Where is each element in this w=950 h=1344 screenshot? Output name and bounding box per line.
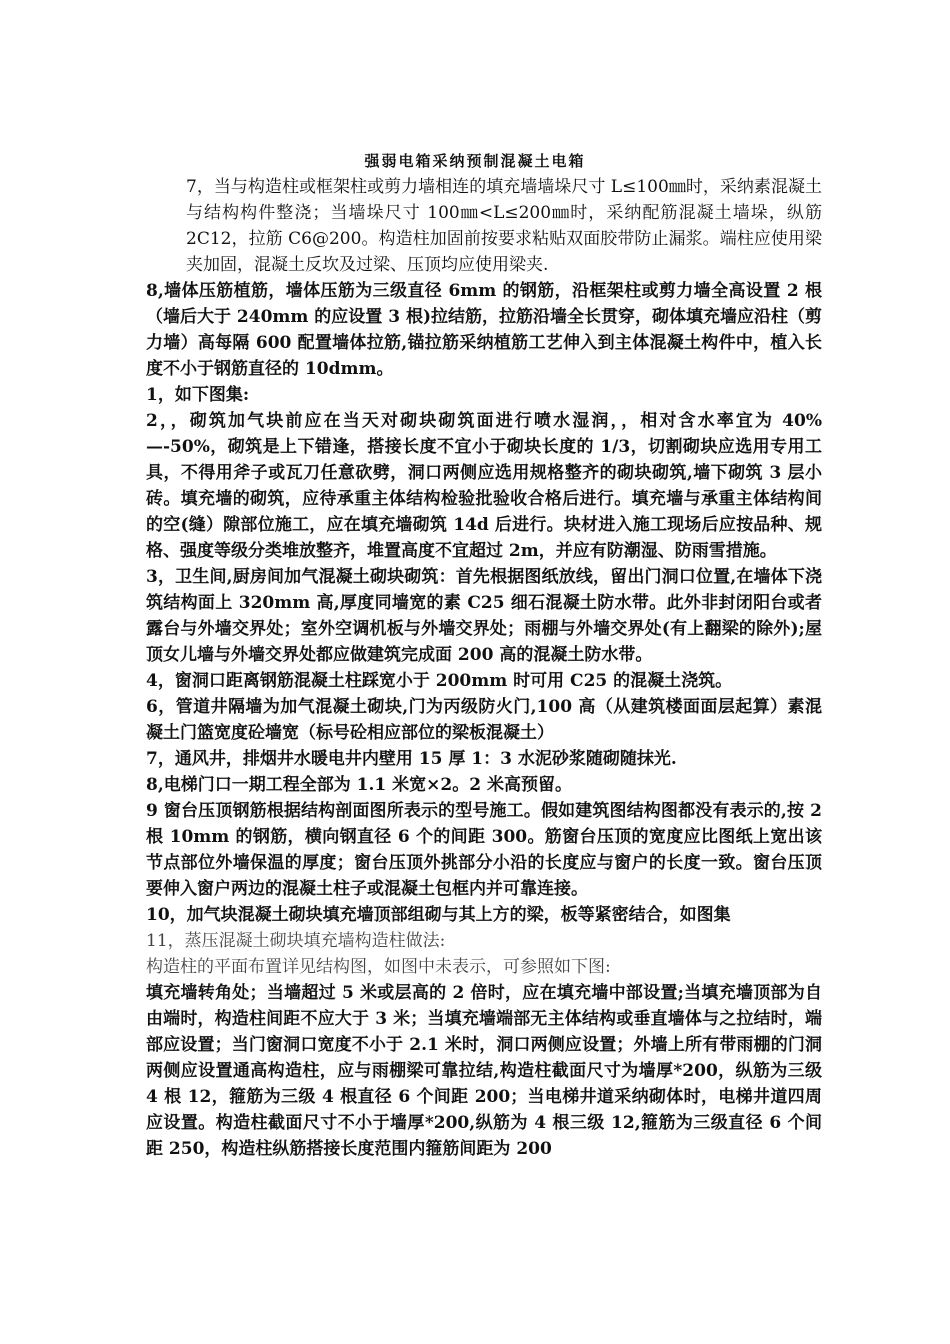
paragraph-11-constructional-column: 11，蒸压混凝土砌块填充墙构造柱做法: [146, 931, 446, 951]
paragraph-8-elevator-door: 8,电梯门口一期工程全部为 1.1 米宽×2。2 米高预留。 [146, 775, 572, 795]
paragraph-10-wall-top: 10，加气块混凝土砌块填充墙顶部组砌与其上方的梁，板等紧密结合，如图集 [146, 905, 731, 925]
document-title: 强弱电箱采纳预制混凝土电箱 [364, 152, 586, 170]
paragraph-1-atlas: 1，如下图集: [146, 385, 250, 405]
paragraph-7-wall-pier: 7，当与构造柱或框架柱或剪力墙相连的填充墙墙垛尺寸 L≤100㎜时，采纳素混凝土与结构构件整浇；当墙垛尺寸 100㎜<L≤200㎜时，采纳配筋混凝土墙垛，纵筋 2C12，拉筋 C6@200。构造柱加固前按要求粘贴双面胶带防止漏浆。端柱应使用梁夹加固，混凝土反坎及过梁、压顶均应使用梁夹. [186, 177, 822, 275]
paragraph-column-requirements: 填充墙转角处；当墙超过 5 米或层高的 2 倍时，应在填充墙中部设置;当填充墙顶部为自由端时，构造柱间距不应大于 3 米；当填充墙端部无主体结构或垂直墙体与之拉结时，端部应设置；当门窗洞口宽度不小于 2.1 米时，洞口两侧应设置；外墙上所有带雨棚的门洞两侧应设置通高构造柱，应与雨棚梁可靠拉结,构造柱截面尺寸为墙厚*200，纵筋为三级 4 根 12，箍筋为三级 4 根直径 6 个间距 200；当电梯井道采纳砌体时，电梯井道四周应设置。构造柱截面尺寸不小于墙厚*200,纵筋为 4 根三级 12,箍筋为三级直径 6 个间距 250，构造柱纵筋搭接长度范围内箍筋间距为 200 [146, 983, 822, 1159]
paragraph-9-window-sill: 9 窗台压顶钢筋根据结构剖面图所表示的型号施工。假如建筑图结构图都没有表示的,按 2 根 10mm 的钢筋，横向钢直径 6 个的间距 300。筋窗台压顶的宽度应比图纸上宽出该节点部位外墙保温的厚度；窗台压顶外挑部分小沿的长度应与窗户的长度一致。窗台压顶要伸入窗户两边的混凝土柱子或混凝土包框内并可靠连接。 [146, 801, 822, 899]
paragraph-7-ventilation-shaft: 7，通风井，排烟井水暖电井内壁用 15 厚 1：3 水泥砂浆随砌随抹光. [146, 749, 677, 769]
document-body [146, 174, 822, 1162]
paragraph-4-window-opening: 4，窗洞口距离钢筋混凝土柱踩宽小于 200mm 时可用 C25 的混凝土浇筑。 [146, 671, 733, 691]
paragraph-column-layout: 构造柱的平面布置详见结构图，如图中未表示，可参照如下图: [146, 957, 611, 977]
paragraph-6-pipe-shaft: 6，管道井隔墙为加气混凝土砌块,门为丙级防火门,100 高（从建筑楼面面层起算）素混凝土门篮宽度砼墙宽（标号砼相应部位的梁板混凝土） [146, 697, 822, 743]
paragraph-8-rebar-anchoring: 8,墙体压筋植筋，墙体压筋为三级直径 6mm 的钢筋，沿框架柱或剪力墙全高设置 2 根（墙后大于 240mm 的应设置 3 根)拉结筋，拉筋沿墙全长贯穿，砌体填充墙应沿柱（剪力墙）高每隔 600 配置墙体拉筋,锚拉筋采纳植筋工艺伸入到主体混凝土构件中，植入长度不小于钢筋直径的 10dmm。 [146, 281, 823, 379]
paragraph-3-waterproof-band: 3，卫生间,厨房间加气混凝土砌块砌筑：首先根据图纸放线，留出门洞口位置,在墙体下浇筑结构面上 320mm 高,厚度同墙宽的素 C25 细石混凝土防水带。此外非封闭阳台或者露台与外墙交界处；室外空调机板与外墙交界处；雨棚与外墙交界处(有上翻梁的除外);屋顶女儿墙与外墙交界处都应做建筑完成面 200 高的混凝土防水带。 [146, 567, 822, 665]
paragraph-2-masonry: 2，，砌筑加气块前应在当天对砌块砌筑面进行喷水湿润，，相对含水率宜为 40%—-50%，砌筑是上下错逢，搭接长度不宜小于砌块长度的 1/3，切割砌块应选用专用工具，不得用斧子或瓦刀任意砍劈，洞口两侧应选用规格整齐的砌块砌筑,墙下砌筑 3 层小砖。填充墙的砌筑，应待承重主体结构检验批验收合格后进行。填充墙与承重主体结构间的空(缝）隙部位施工，应在填充墙砌筑 14d 后进行。块材进入施工现场后应按品种、规格、强度等级分类堆放整齐，堆置高度不宜超过 2m，并应有防潮湿、防雨雪措施。 [146, 411, 822, 561]
